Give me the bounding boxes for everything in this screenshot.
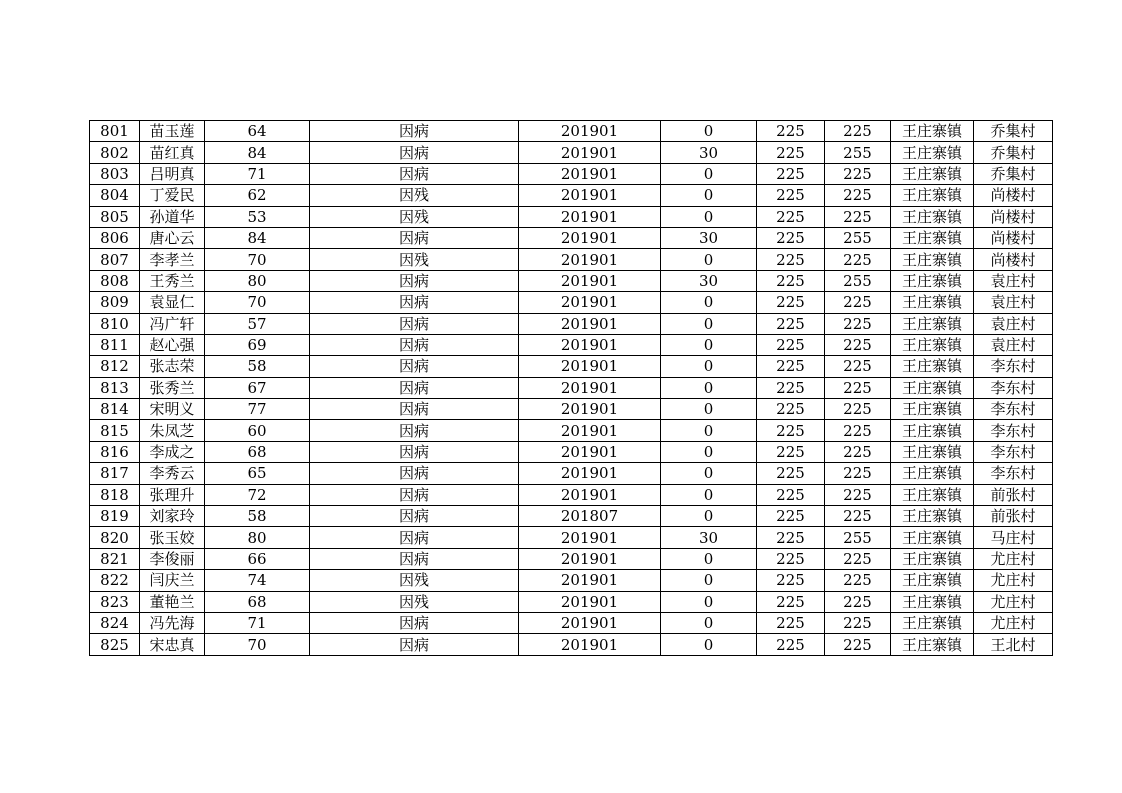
start-month-cell: 201901 (519, 227, 661, 248)
age-cell: 65 (205, 463, 310, 484)
person-name-cell: 朱凤芝 (140, 420, 205, 441)
village-cell: 袁庄村 (974, 270, 1053, 291)
start-month-cell: 201901 (519, 420, 661, 441)
start-month-cell: 201901 (519, 548, 661, 569)
township-cell: 王庄寨镇 (891, 441, 974, 462)
age-cell: 70 (205, 249, 310, 270)
reason-cell: 因病 (310, 506, 519, 527)
village-cell: 袁庄村 (974, 292, 1053, 313)
person-name-cell: 苗玉莲 (140, 121, 205, 142)
person-name-cell: 刘家玲 (140, 506, 205, 527)
start-month-cell: 201901 (519, 334, 661, 355)
age-cell: 60 (205, 420, 310, 441)
table-row (90, 399, 1053, 420)
base-amount-cell: 225 (757, 420, 825, 441)
extra-amount-cell: 0 (661, 634, 757, 655)
start-month-cell: 201901 (519, 249, 661, 270)
township-cell: 王庄寨镇 (891, 227, 974, 248)
extra-amount-cell: 0 (661, 185, 757, 206)
person-name-cell: 冯先海 (140, 612, 205, 633)
person-name-cell: 孙道华 (140, 206, 205, 227)
table-row (90, 163, 1053, 184)
start-month-cell: 201901 (519, 163, 661, 184)
extra-amount-cell: 0 (661, 313, 757, 334)
table-row (90, 249, 1053, 270)
row-number-cell: 824 (90, 612, 140, 633)
total-amount-cell: 225 (825, 206, 891, 227)
township-cell: 王庄寨镇 (891, 334, 974, 355)
total-amount-cell: 255 (825, 270, 891, 291)
table-row (90, 185, 1053, 206)
age-cell: 66 (205, 548, 310, 569)
township-cell: 王庄寨镇 (891, 634, 974, 655)
total-amount-cell: 225 (825, 356, 891, 377)
table-row (90, 206, 1053, 227)
age-cell: 80 (205, 527, 310, 548)
person-name-cell: 张秀兰 (140, 377, 205, 398)
extra-amount-cell: 0 (661, 292, 757, 313)
total-amount-cell: 225 (825, 420, 891, 441)
township-cell: 王庄寨镇 (891, 377, 974, 398)
table-body (90, 121, 1053, 656)
village-cell: 前张村 (974, 506, 1053, 527)
row-number-cell: 816 (90, 441, 140, 462)
table-row (90, 270, 1053, 291)
age-cell: 77 (205, 399, 310, 420)
extra-amount-cell: 0 (661, 249, 757, 270)
age-cell: 64 (205, 121, 310, 142)
village-cell: 袁庄村 (974, 313, 1053, 334)
age-cell: 71 (205, 612, 310, 633)
total-amount-cell: 225 (825, 292, 891, 313)
age-cell: 57 (205, 313, 310, 334)
base-amount-cell: 225 (757, 313, 825, 334)
age-cell: 62 (205, 185, 310, 206)
township-cell: 王庄寨镇 (891, 506, 974, 527)
table-row (90, 142, 1053, 163)
township-cell: 王庄寨镇 (891, 591, 974, 612)
reason-cell: 因病 (310, 634, 519, 655)
person-name-cell: 苗红真 (140, 142, 205, 163)
start-month-cell: 201901 (519, 484, 661, 505)
start-month-cell: 201901 (519, 570, 661, 591)
extra-amount-cell: 0 (661, 334, 757, 355)
township-cell: 王庄寨镇 (891, 484, 974, 505)
extra-amount-cell: 0 (661, 612, 757, 633)
base-amount-cell: 225 (757, 270, 825, 291)
data-table (89, 120, 1053, 656)
township-cell: 王庄寨镇 (891, 313, 974, 334)
table-row (90, 463, 1053, 484)
total-amount-cell: 225 (825, 377, 891, 398)
total-amount-cell: 225 (825, 334, 891, 355)
base-amount-cell: 225 (757, 463, 825, 484)
person-name-cell: 唐心云 (140, 227, 205, 248)
total-amount-cell: 225 (825, 163, 891, 184)
reason-cell: 因残 (310, 570, 519, 591)
reason-cell: 因病 (310, 377, 519, 398)
table-row (90, 292, 1053, 313)
reason-cell: 因病 (310, 612, 519, 633)
age-cell: 67 (205, 377, 310, 398)
age-cell: 69 (205, 334, 310, 355)
table-row (90, 591, 1053, 612)
village-cell: 尚楼村 (974, 185, 1053, 206)
base-amount-cell: 225 (757, 441, 825, 462)
extra-amount-cell: 30 (661, 227, 757, 248)
row-number-cell: 818 (90, 484, 140, 505)
age-cell: 74 (205, 570, 310, 591)
start-month-cell: 201901 (519, 292, 661, 313)
village-cell: 尤庄村 (974, 570, 1053, 591)
start-month-cell: 201901 (519, 270, 661, 291)
township-cell: 王庄寨镇 (891, 612, 974, 633)
row-number-cell: 804 (90, 185, 140, 206)
row-number-cell: 811 (90, 334, 140, 355)
base-amount-cell: 225 (757, 377, 825, 398)
reason-cell: 因病 (310, 121, 519, 142)
start-month-cell: 201901 (519, 634, 661, 655)
start-month-cell: 201901 (519, 591, 661, 612)
extra-amount-cell: 0 (661, 206, 757, 227)
reason-cell: 因病 (310, 142, 519, 163)
row-number-cell: 822 (90, 570, 140, 591)
age-cell: 71 (205, 163, 310, 184)
person-name-cell: 赵心强 (140, 334, 205, 355)
reason-cell: 因病 (310, 441, 519, 462)
person-name-cell: 李秀云 (140, 463, 205, 484)
row-number-cell: 807 (90, 249, 140, 270)
base-amount-cell: 225 (757, 548, 825, 569)
village-cell: 尚楼村 (974, 206, 1053, 227)
row-number-cell: 808 (90, 270, 140, 291)
township-cell: 王庄寨镇 (891, 570, 974, 591)
table-row (90, 484, 1053, 505)
village-cell: 乔集村 (974, 142, 1053, 163)
extra-amount-cell: 0 (661, 356, 757, 377)
age-cell: 72 (205, 484, 310, 505)
extra-amount-cell: 0 (661, 163, 757, 184)
total-amount-cell: 255 (825, 527, 891, 548)
extra-amount-cell: 0 (661, 591, 757, 612)
start-month-cell: 201901 (519, 377, 661, 398)
total-amount-cell: 225 (825, 313, 891, 334)
village-cell: 尤庄村 (974, 591, 1053, 612)
row-number-cell: 820 (90, 527, 140, 548)
person-name-cell: 丁爱民 (140, 185, 205, 206)
total-amount-cell: 225 (825, 484, 891, 505)
age-cell: 70 (205, 634, 310, 655)
total-amount-cell: 225 (825, 185, 891, 206)
reason-cell: 因病 (310, 420, 519, 441)
total-amount-cell: 225 (825, 463, 891, 484)
table-row (90, 612, 1053, 633)
person-name-cell: 冯广轩 (140, 313, 205, 334)
extra-amount-cell: 30 (661, 270, 757, 291)
table-row (90, 334, 1053, 355)
total-amount-cell: 225 (825, 634, 891, 655)
base-amount-cell: 225 (757, 634, 825, 655)
person-name-cell: 宋明义 (140, 399, 205, 420)
base-amount-cell: 225 (757, 399, 825, 420)
total-amount-cell: 225 (825, 121, 891, 142)
person-name-cell: 袁显仁 (140, 292, 205, 313)
total-amount-cell: 255 (825, 227, 891, 248)
village-cell: 乔集村 (974, 163, 1053, 184)
reason-cell: 因病 (310, 270, 519, 291)
village-cell: 李东村 (974, 441, 1053, 462)
base-amount-cell: 225 (757, 591, 825, 612)
village-cell: 李东村 (974, 463, 1053, 484)
table-row (90, 527, 1053, 548)
start-month-cell: 201901 (519, 612, 661, 633)
table-row (90, 506, 1053, 527)
extra-amount-cell: 0 (661, 570, 757, 591)
person-name-cell: 王秀兰 (140, 270, 205, 291)
row-number-cell: 802 (90, 142, 140, 163)
base-amount-cell: 225 (757, 292, 825, 313)
extra-amount-cell: 30 (661, 142, 757, 163)
extra-amount-cell: 0 (661, 377, 757, 398)
township-cell: 王庄寨镇 (891, 270, 974, 291)
total-amount-cell: 225 (825, 591, 891, 612)
village-cell: 尚楼村 (974, 227, 1053, 248)
start-month-cell: 201901 (519, 356, 661, 377)
total-amount-cell: 225 (825, 441, 891, 462)
extra-amount-cell: 30 (661, 527, 757, 548)
total-amount-cell: 225 (825, 570, 891, 591)
start-month-cell: 201901 (519, 527, 661, 548)
table-row (90, 121, 1053, 142)
start-month-cell: 201901 (519, 121, 661, 142)
start-month-cell: 201901 (519, 399, 661, 420)
table-row (90, 227, 1053, 248)
reason-cell: 因病 (310, 313, 519, 334)
table-row (90, 377, 1053, 398)
table-row (90, 570, 1053, 591)
base-amount-cell: 225 (757, 249, 825, 270)
table-row (90, 548, 1053, 569)
total-amount-cell: 225 (825, 506, 891, 527)
township-cell: 王庄寨镇 (891, 527, 974, 548)
township-cell: 王庄寨镇 (891, 399, 974, 420)
reason-cell: 因残 (310, 206, 519, 227)
base-amount-cell: 225 (757, 206, 825, 227)
start-month-cell: 201901 (519, 206, 661, 227)
person-name-cell: 李俊丽 (140, 548, 205, 569)
township-cell: 王庄寨镇 (891, 121, 974, 142)
row-number-cell: 821 (90, 548, 140, 569)
extra-amount-cell: 0 (661, 441, 757, 462)
person-name-cell: 宋忠真 (140, 634, 205, 655)
start-month-cell: 201901 (519, 463, 661, 484)
age-cell: 80 (205, 270, 310, 291)
village-cell: 李东村 (974, 356, 1053, 377)
township-cell: 王庄寨镇 (891, 356, 974, 377)
start-month-cell: 201901 (519, 185, 661, 206)
reason-cell: 因残 (310, 591, 519, 612)
age-cell: 58 (205, 356, 310, 377)
total-amount-cell: 225 (825, 548, 891, 569)
person-name-cell: 闫庆兰 (140, 570, 205, 591)
village-cell: 袁庄村 (974, 334, 1053, 355)
extra-amount-cell: 0 (661, 548, 757, 569)
person-name-cell: 张志荣 (140, 356, 205, 377)
village-cell: 王北村 (974, 634, 1053, 655)
start-month-cell: 201901 (519, 313, 661, 334)
base-amount-cell: 225 (757, 612, 825, 633)
row-number-cell: 819 (90, 506, 140, 527)
extra-amount-cell: 0 (661, 121, 757, 142)
reason-cell: 因病 (310, 163, 519, 184)
township-cell: 王庄寨镇 (891, 463, 974, 484)
reason-cell: 因病 (310, 484, 519, 505)
reason-cell: 因残 (310, 249, 519, 270)
person-name-cell: 张理升 (140, 484, 205, 505)
extra-amount-cell: 0 (661, 420, 757, 441)
start-month-cell: 201901 (519, 441, 661, 462)
age-cell: 70 (205, 292, 310, 313)
base-amount-cell: 225 (757, 484, 825, 505)
table-row (90, 634, 1053, 655)
age-cell: 68 (205, 441, 310, 462)
person-name-cell: 吕明真 (140, 163, 205, 184)
person-name-cell: 张玉姣 (140, 527, 205, 548)
start-month-cell: 201901 (519, 142, 661, 163)
start-month-cell: 201807 (519, 506, 661, 527)
table-row (90, 420, 1053, 441)
township-cell: 王庄寨镇 (891, 142, 974, 163)
village-cell: 尚楼村 (974, 249, 1053, 270)
row-number-cell: 806 (90, 227, 140, 248)
reason-cell: 因病 (310, 527, 519, 548)
total-amount-cell: 225 (825, 612, 891, 633)
extra-amount-cell: 0 (661, 506, 757, 527)
row-number-cell: 814 (90, 399, 140, 420)
row-number-cell: 801 (90, 121, 140, 142)
row-number-cell: 815 (90, 420, 140, 441)
extra-amount-cell: 0 (661, 484, 757, 505)
village-cell: 前张村 (974, 484, 1053, 505)
row-number-cell: 825 (90, 634, 140, 655)
base-amount-cell: 225 (757, 121, 825, 142)
village-cell: 尤庄村 (974, 612, 1053, 633)
base-amount-cell: 225 (757, 142, 825, 163)
age-cell: 68 (205, 591, 310, 612)
table-row (90, 356, 1053, 377)
base-amount-cell: 225 (757, 356, 825, 377)
total-amount-cell: 225 (825, 249, 891, 270)
reason-cell: 因病 (310, 399, 519, 420)
reason-cell: 因病 (310, 356, 519, 377)
row-number-cell: 823 (90, 591, 140, 612)
township-cell: 王庄寨镇 (891, 206, 974, 227)
row-number-cell: 813 (90, 377, 140, 398)
township-cell: 王庄寨镇 (891, 420, 974, 441)
person-name-cell: 李孝兰 (140, 249, 205, 270)
base-amount-cell: 225 (757, 163, 825, 184)
extra-amount-cell: 0 (661, 463, 757, 484)
row-number-cell: 805 (90, 206, 140, 227)
age-cell: 53 (205, 206, 310, 227)
base-amount-cell: 225 (757, 185, 825, 206)
village-cell: 李东村 (974, 377, 1053, 398)
reason-cell: 因病 (310, 292, 519, 313)
reason-cell: 因病 (310, 463, 519, 484)
person-name-cell: 李成之 (140, 441, 205, 462)
village-cell: 马庄村 (974, 527, 1053, 548)
reason-cell: 因病 (310, 548, 519, 569)
township-cell: 王庄寨镇 (891, 185, 974, 206)
row-number-cell: 810 (90, 313, 140, 334)
table-row (90, 441, 1053, 462)
row-number-cell: 809 (90, 292, 140, 313)
age-cell: 84 (205, 227, 310, 248)
total-amount-cell: 225 (825, 399, 891, 420)
age-cell: 58 (205, 506, 310, 527)
village-cell: 李东村 (974, 420, 1053, 441)
total-amount-cell: 255 (825, 142, 891, 163)
village-cell: 尤庄村 (974, 548, 1053, 569)
township-cell: 王庄寨镇 (891, 292, 974, 313)
base-amount-cell: 225 (757, 334, 825, 355)
reason-cell: 因残 (310, 185, 519, 206)
base-amount-cell: 225 (757, 570, 825, 591)
reason-cell: 因病 (310, 334, 519, 355)
age-cell: 84 (205, 142, 310, 163)
row-number-cell: 803 (90, 163, 140, 184)
township-cell: 王庄寨镇 (891, 548, 974, 569)
row-number-cell: 812 (90, 356, 140, 377)
row-number-cell: 817 (90, 463, 140, 484)
reason-cell: 因病 (310, 227, 519, 248)
village-cell: 乔集村 (974, 121, 1053, 142)
person-name-cell: 董艳兰 (140, 591, 205, 612)
township-cell: 王庄寨镇 (891, 249, 974, 270)
table-row (90, 313, 1053, 334)
base-amount-cell: 225 (757, 227, 825, 248)
base-amount-cell: 225 (757, 506, 825, 527)
extra-amount-cell: 0 (661, 399, 757, 420)
base-amount-cell: 225 (757, 527, 825, 548)
village-cell: 李东村 (974, 399, 1053, 420)
township-cell: 王庄寨镇 (891, 163, 974, 184)
